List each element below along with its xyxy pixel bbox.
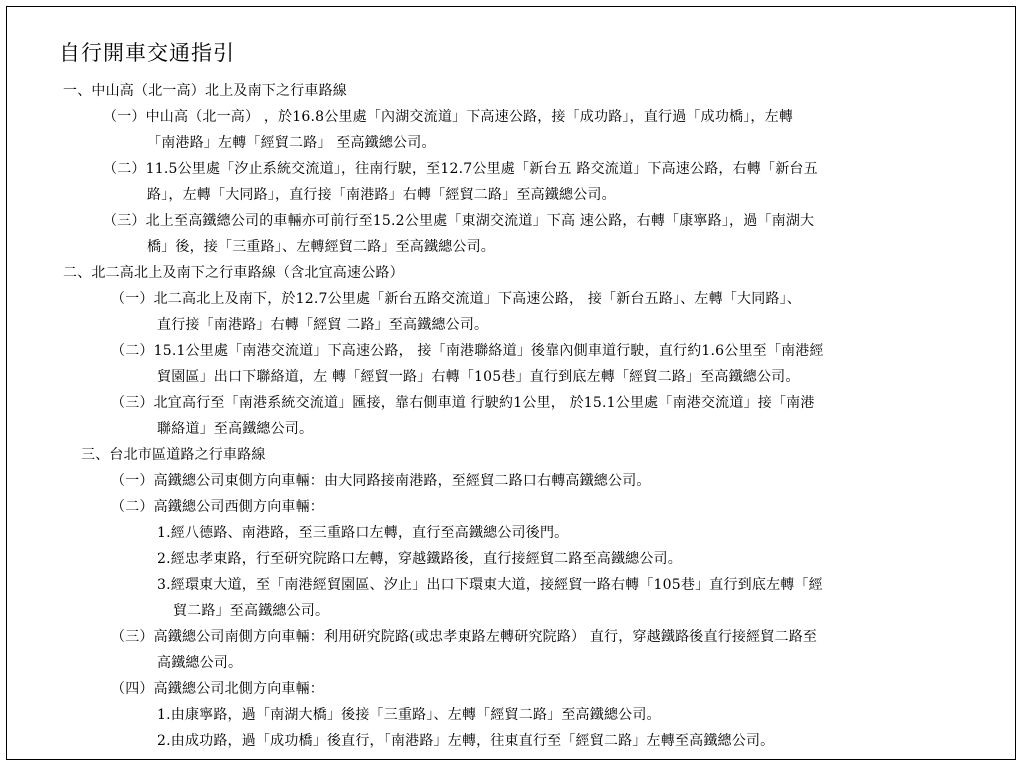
route-item-1-3: （三）北上至高鐵總公司的車輛亦可前行至15.2公里處「東湖交流道」下高 速公路，右轉「康寧路」，過「南湖大 [103, 213, 815, 229]
section-heading-2: 二、北二高北上及南下之行車路線（含北宜高速公路） [63, 265, 404, 281]
route-item-2-1-cont: 直行接「南港路」右轉「經貿 二路」至高鐵總公司。 [157, 317, 489, 333]
route-subitem-3-4-2: 2.由成功路，過「成功橋」後直行，「南港路」左轉，往東直行至「經貿二路」左轉至高鐵總公司。 [157, 733, 775, 749]
route-item-2-1: （一）北二高北上及南下，於12.7公里處「新台五路交流道」下高速公路， 接「新台五路」、左轉「大同路」、 [111, 291, 802, 307]
route-item-2-3-cont: 聯絡道」至高鐵總公司。 [157, 421, 314, 437]
route-subitem-3-4-1: 1.由康寧路，過「南湖大橋」後接「三重路」、左轉「經貿二路」至高鐵總公司。 [157, 707, 661, 723]
route-item-3-4: （四）高鐵總公司北側方向車輛： [111, 681, 324, 697]
page-title: 自行開車交通指引 [59, 41, 235, 65]
route-item-2-2: （二）15.1公里處「南港交流道」下高速公路， 接「南港聯絡道」後靠內側車道行駛，直行約1.6公里至「南港經 [111, 343, 824, 359]
route-item-1-3-cont: 橋」後，接「三重路」、左轉經貿二路」至高鐵總公司。 [147, 239, 495, 255]
route-subitem-3-2-3: 3.經環東大道，至「南港經貿園區、汐止」出口下環東大道，接經貿一路右轉「105巷」直行到底左轉「經 [157, 577, 823, 593]
route-subitem-3-2-3-cont: 貿二路」至高鐵總公司。 [173, 603, 330, 619]
route-item-2-3: （三）北宜高行至「南港系統交流道」匯接，靠右側車道 行駛約1公里， 於15.1公里處「南港交流道」接「南港 [111, 395, 815, 411]
route-item-1-2: （二）11.5公里處「汐止系統交流道」，往南行駛，至12.7公里處「新台五 路交流道」下高速公路，右轉「新台五 [103, 161, 818, 177]
section-heading-3: 三、台北市區道路之行車路線 [81, 447, 266, 463]
route-item-3-3: （三）高鐵總公司南側方向車輛：利用研究院路(或忠孝東路左轉研究院路） 直行，穿越鐵路後直行接經貿二路至 [111, 629, 818, 645]
route-item-1-1: （一）中山高（北一高） ，於16.8公里處「內湖交流道」下高速公路，接「成功路」，直行過「成功橋」，左轉 [103, 109, 794, 125]
document-page [6, 6, 1016, 760]
section-heading-1: 一、中山高（北一高）北上及南下之行車路線 [63, 83, 347, 99]
route-item-2-2-cont: 貿園區」出口下聯絡道，左 轉「經貿一路」右轉「105巷」直行到底左轉「經貿二路」至高鐵總公司。 [157, 369, 800, 385]
route-item-1-2-cont: 路」，左轉「大同路」，直行接「南港路」右轉「經貿二路」至高鐵總公司。 [147, 187, 616, 203]
route-item-1-1-cont: 「南港路」左轉「經貿二路」 至高鐵總公司。 [147, 135, 436, 151]
route-item-3-3-cont: 高鐵總公司。 [157, 655, 243, 671]
route-item-3-1: （一）高鐵總公司東側方向車輛：由大同路接南港路，至經貿二路口右轉高鐵總公司。 [111, 473, 651, 489]
route-item-3-2: （二）高鐵總公司西側方向車輛： [111, 499, 324, 515]
route-subitem-3-2-1: 1.經八德路、南港路，至三重路口左轉，直行至高鐵總公司後門。 [157, 525, 569, 541]
route-subitem-3-2-2: 2.經忠孝東路，行至研究院路口左轉，穿越鐵路後，直行接經貿二路至高鐵總公司。 [157, 551, 682, 567]
